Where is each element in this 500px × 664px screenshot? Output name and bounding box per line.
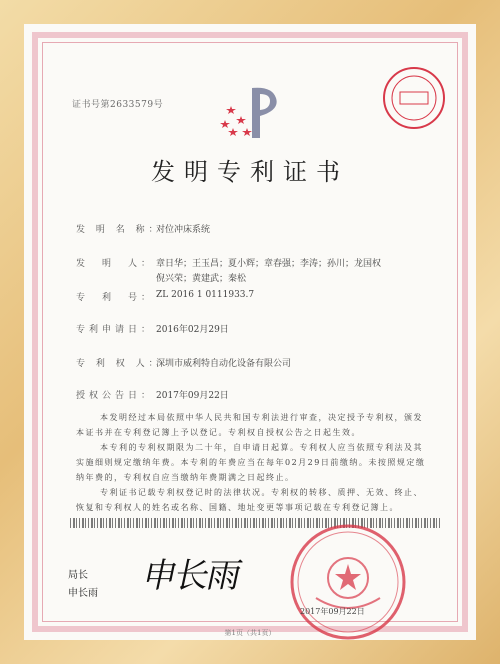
director-label: 局长 — [68, 570, 88, 581]
director-signature: 申长雨 — [139, 556, 244, 596]
page-footer: 第1页（共1页） — [224, 629, 276, 637]
inventors-label: 发 明 人： — [76, 259, 155, 269]
inventors-line2: 倪兴荣；黄建武；秦松 — [156, 274, 247, 284]
grant-date-label: 授权公告日： — [76, 391, 155, 401]
inventors: 章日华；王玉昌；夏小辉；章春强；李涛；孙川；龙国权 — [156, 259, 382, 269]
paragraph-3: 专利证书记载专利权登记时的法律状况。专利权的转移、质押、无效、终止、恢复和专利权人的姓名或名称、国籍、地址变更等事项记载在专利登记簿上。 — [76, 488, 423, 512]
director-name-label: 申长雨 — [68, 588, 98, 599]
filing-date-label: 专利申请日： — [76, 325, 155, 335]
invention-name-label: 发 明 名 称： — [76, 225, 162, 235]
official-seal — [286, 520, 410, 640]
invention-name: 对位冲床系统 — [156, 225, 211, 235]
patentee-label: 专 利 权 人： — [76, 359, 162, 369]
grant-date: 2017年09月22日 — [156, 391, 229, 401]
stamp-date: 2017年09月22日 — [300, 607, 365, 616]
patentee: 深圳市威利特自动化设备有限公司 — [156, 359, 292, 369]
paragraph-2: 本专利的专利权期限为二十年，自申请日起算。专利权人应当依照专利法及其实施细则规定缴纳年费。本专利的年费应当在每年02月29日前缴纳。未按照规定缴纳年费的，专利权自应当缴纳年费期满之日起终止。 — [76, 443, 426, 482]
office-stamp — [380, 64, 448, 132]
patent-no: ZL 2016 1 0111933.7 — [156, 290, 255, 300]
certificate-number: 证书号第2633579号 — [72, 100, 164, 110]
certificate-paper — [24, 24, 476, 640]
certificate-title: 发明专利证书 — [151, 158, 349, 186]
paragraph-1: 本发明经过本局依照中华人民共和国专利法进行审查，决定授予专利权，颁发本证书并在专利登记簿上予以登记。专利权自授权公告之日起生效。 — [76, 413, 423, 437]
patent-office-logo — [214, 80, 286, 144]
patent-no-label: 专 利 号： — [76, 293, 155, 303]
filing-date: 2016年02月29日 — [156, 325, 229, 335]
